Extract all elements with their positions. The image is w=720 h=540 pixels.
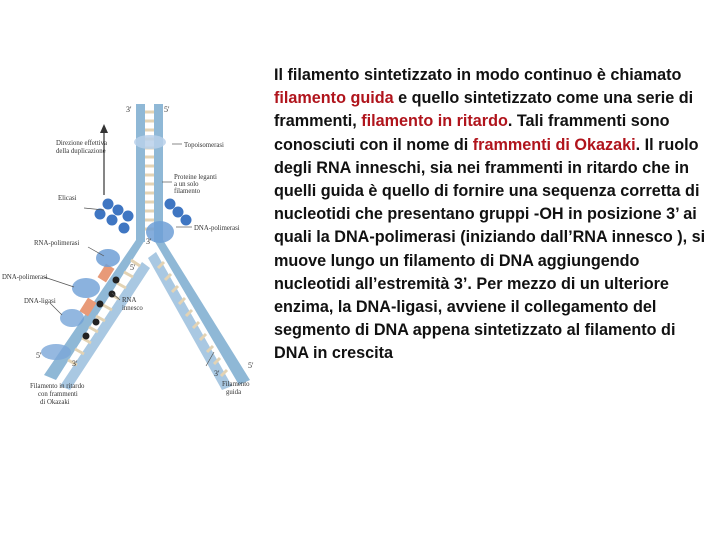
label-rna-polimerasi: RNA-polimerasi xyxy=(34,240,80,247)
dna-ligase-shape xyxy=(60,309,84,327)
text-segment-1: Il filamento sintetizzato in modo continuo è chiamato xyxy=(274,66,682,84)
label-filamento-guida-line1: Filamento xyxy=(222,381,250,388)
label-direction-line1: Direzione effettiva xyxy=(56,140,108,147)
leading-strand-arm xyxy=(146,221,250,390)
label-dna-polimerasi-left: DNA-polimerasi xyxy=(2,274,48,281)
label-rna-innesco-line1: RNA xyxy=(122,297,137,304)
label-filamento-guida-line2: guida xyxy=(226,389,242,396)
dna-replication-fork-diagram xyxy=(0,90,270,420)
label-dna-polimerasi-right: DNA-polimerasi xyxy=(194,225,240,232)
label-dna-ligasi: DNA-ligasi xyxy=(24,298,56,305)
topoisomerase-shape xyxy=(134,135,166,149)
text-segment-3: . Tali frammenti sono conosciuti con il nome di xyxy=(274,112,670,154)
text-segment-4: . Il ruolo degli RNA inneschi, sia nei frammenti in ritardo che in quelli guida è quello di fornire una sequenza corretta di nucleotidi che presentano gruppi -OH in posizione 3’ ai quali la DNA-polimerasi (iniziando dall’RNA innesco ), si muove lungo un filamento di DNA aggiungendo nucleotidi all’estremità 3’. Per mezzo di un ulteriore enzima, la DNA-ligasi, avviene il collegamento del segmento di DNA appena sintetizzato al filamento di DNA in crescita xyxy=(274,135,706,363)
label-elicasi: Elicasi xyxy=(58,195,77,202)
dna-polymerase-left-shape xyxy=(72,278,100,298)
highlight-frammenti-di-okazaki: frammenti di Okazaki xyxy=(472,135,636,154)
label-filamento-ritardo-line3: di Okazaki xyxy=(40,399,70,406)
label-5-prime-top-right: 5' xyxy=(164,105,170,114)
highlight-filamento-guida: filamento guida xyxy=(274,89,394,108)
label-proteine-line2: a un solo xyxy=(174,181,199,188)
direction-arrowhead xyxy=(100,124,108,133)
label-filamento-ritardo-line1: Filamento in ritardo xyxy=(30,383,85,390)
label-topoisomerasi: Topoisomerasi xyxy=(184,142,224,149)
rna-polymerase-shape xyxy=(96,249,120,267)
label-filamento-ritardo-line2: con frammenti xyxy=(38,391,78,398)
label-3-prime-mid: 3' xyxy=(146,237,152,246)
label-5-prime-right-bottom: 5' xyxy=(248,361,254,370)
label-3-prime-right-bottom: 3' xyxy=(214,369,220,378)
label-direction-line2: della duplicazione xyxy=(56,148,106,155)
base-pair-rungs xyxy=(145,112,154,229)
label-proteine-line3: filamento xyxy=(174,188,201,195)
highlight-filamento-in-ritardo: filamento in ritardo xyxy=(361,112,508,131)
label-rna-innesco-line2: innesco xyxy=(122,305,143,312)
label-3-prime-left-bottom: 3' xyxy=(72,359,78,368)
label-3-prime-top-left: 3' xyxy=(126,105,132,114)
label-5-prime-left-bottom: 5' xyxy=(36,351,42,360)
text-segment-2: e quello sintetizzato come una serie di frammenti, xyxy=(274,89,694,131)
bottom-left-enzyme xyxy=(41,344,71,360)
label-proteine-line1: Proteine leganti xyxy=(174,174,217,181)
parental-strand-left xyxy=(136,104,145,242)
label-5-prime-mid: 5' xyxy=(130,263,136,272)
explanation-paragraph xyxy=(274,64,714,366)
leading-template-outer xyxy=(154,240,250,385)
